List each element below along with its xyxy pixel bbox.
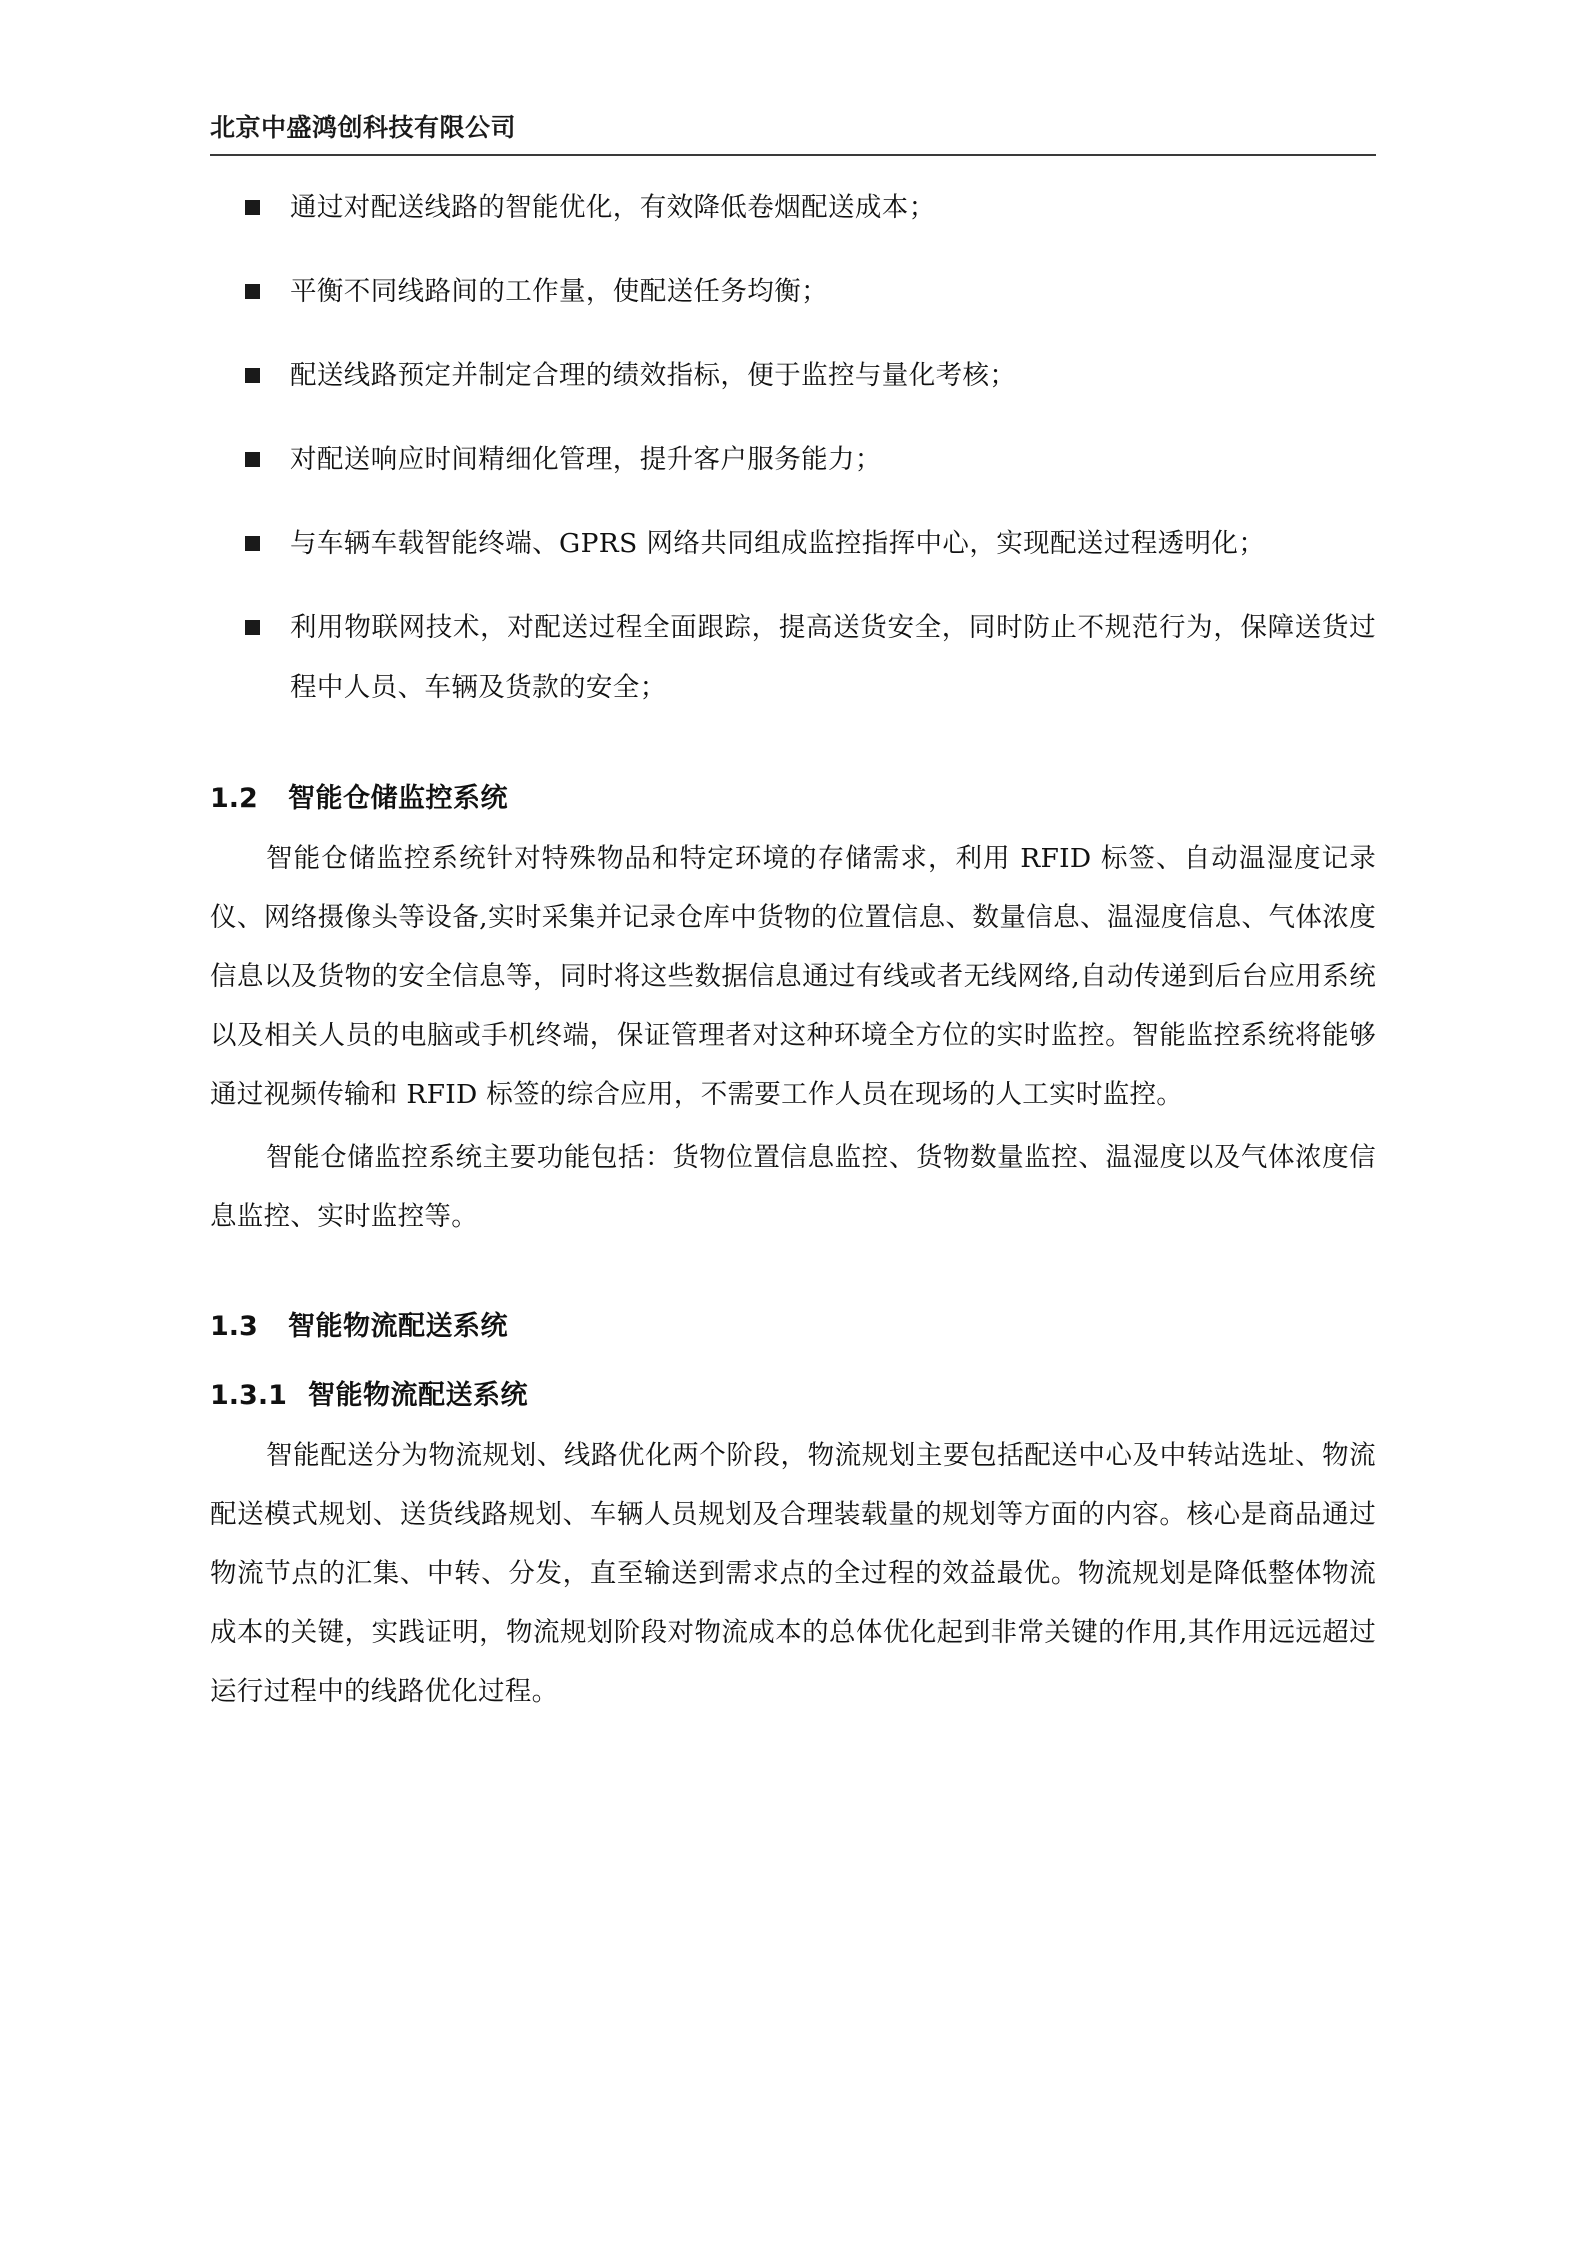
list-item-text: 利用物联网技术，对配送过程全面跟踪，提高送货安全，同时防止不规范行为，保障送货过程中人员、车辆及货款的安全； <box>290 612 1376 703</box>
list-item-text: 平衡不同线路间的工作量，使配送任务均衡； <box>290 276 828 307</box>
list-item <box>210 514 1376 574</box>
square-bullet-icon <box>245 200 260 215</box>
section-number: 1.3.1 <box>210 1380 287 1411</box>
list-item <box>210 262 1376 322</box>
page-content <box>210 178 1376 1725</box>
page-header <box>210 108 1376 156</box>
list-item <box>210 178 1376 238</box>
section-heading-1-3 <box>210 1304 1376 1343</box>
paragraph: 智能仓储监控系统主要功能包括：货物位置信息监控、货物数量监控、温湿度以及气体浓度信息监控、实时监控等。 <box>210 1142 1376 1232</box>
square-bullet-icon <box>245 620 260 635</box>
square-bullet-icon <box>245 536 260 551</box>
square-bullet-icon <box>245 284 260 299</box>
section-title: 智能物流配送系统 <box>308 1380 528 1411</box>
bullet-list <box>210 178 1376 718</box>
list-item <box>210 430 1376 490</box>
list-item-text: 通过对配送线路的智能优化，有效降低卷烟配送成本； <box>290 192 936 223</box>
paragraph: 智能配送分为物流规划、线路优化两个阶段，物流规划主要包括配送中心及中转站选址、物流配送模式规划、送货线路规划、车辆人员规划及合理装载量的规划等方面的内容。核心是商品通过物流节点的汇集、中转、分发，直至输送到需求点的全过程的效益最优。物流规划是降低整体物流成本的关键，实践证明，物流规划阶段对物流成本的总体优化起到非常关键的作用,其作用远远超过运行过程中的线路优化过程。 <box>210 1440 1376 1707</box>
section-heading-1-3-1 <box>210 1373 1376 1412</box>
paragraph: 智能仓储监控系统针对特殊物品和特定环境的存储需求，利用 RFID 标签、自动温湿度记录仪、网络摄像头等设备,实时采集并记录仓库中货物的位置信息、数量信息、温湿度信息、气体浓度信息以及货物的安全信息等，同时将这些数据信息通过有线或者无线网络,自动传递到后台应用系统以及相关人员的电脑或手机终端，保证管理者对这种环境全方位的实时监控。智能监控系统将能够通过视频传输和 RFID 标签的综合应用，不需要工作人员在现场的人工实时监控。 <box>210 843 1376 1110</box>
list-item-text: 与车辆车载智能终端、GPRS 网络共同组成监控指挥中心，实现配送过程透明化； <box>290 528 1266 559</box>
square-bullet-icon <box>245 368 260 383</box>
section-number: 1.2 <box>210 783 258 814</box>
section-heading-1-2 <box>210 776 1376 815</box>
list-item-text: 配送线路预定并制定合理的绩效指标，便于监控与量化考核； <box>290 360 1017 391</box>
company-name: 北京中盛鸿创科技有限公司 <box>210 113 517 142</box>
section-number: 1.3 <box>210 1311 258 1342</box>
list-item <box>210 346 1376 406</box>
list-item-text: 对配送响应时间精细化管理，提升客户服务能力； <box>290 444 882 475</box>
square-bullet-icon <box>245 452 260 467</box>
section-title: 智能仓储监控系统 <box>288 783 508 814</box>
section-title: 智能物流配送系统 <box>288 1311 508 1342</box>
list-item <box>210 598 1376 718</box>
